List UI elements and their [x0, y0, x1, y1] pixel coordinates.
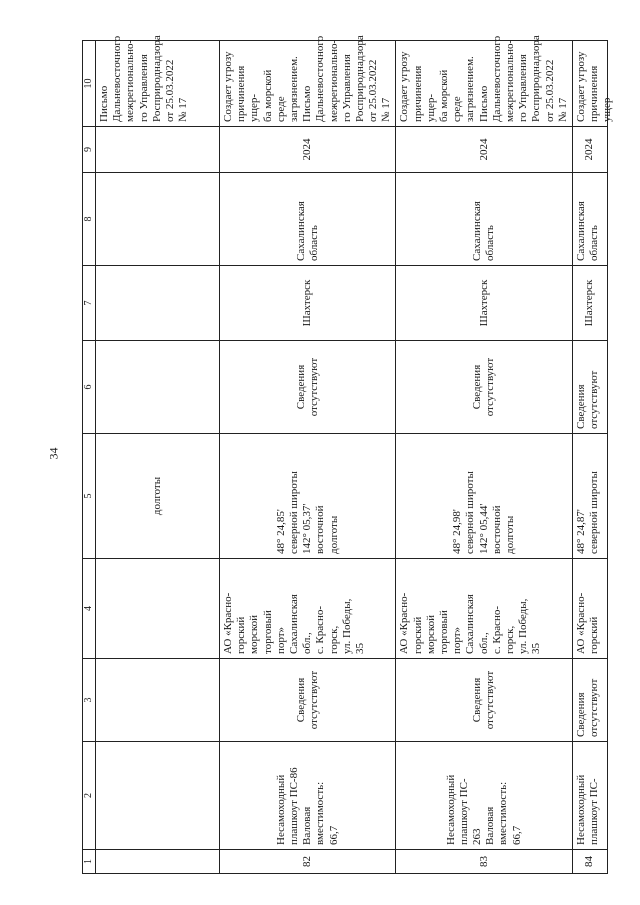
- removal-year: 2024: [396, 127, 572, 173]
- vessel-status: [96, 341, 220, 434]
- vessel-region: [96, 173, 220, 266]
- column-header: 7: [83, 266, 96, 341]
- vessel-region-text: Сахалинская область: [574, 201, 601, 261]
- vessel-note: Создает угрозу причинения ущер- ба морской среде загрязнением. Письмо Дальневосточного межрегионально- го Управления Росприроднадзора от 25.03.2022 № 17: [396, 41, 572, 127]
- registry-table: [82, 35, 614, 874]
- removal-year: [96, 127, 220, 173]
- vessel-info: Сведения отсутствуют: [220, 659, 396, 742]
- vessel-name: Несамоходный плашкоут ПС-86 Валовая вместимость: 66,7: [220, 742, 396, 850]
- vessel-coordinates: долготы: [96, 434, 220, 559]
- vessel-name: [96, 742, 220, 850]
- vessel-region: Сахалинская область: [396, 173, 572, 266]
- vessel-owner: [96, 559, 220, 659]
- table-row: [96, 41, 220, 874]
- vessel-note: [572, 41, 614, 127]
- vessel-name: [572, 742, 607, 850]
- vessel-port: Шахтерск: [220, 266, 396, 341]
- vessel-region: [572, 173, 607, 266]
- vessel-coordinates: [572, 434, 607, 559]
- vessel-name: Несамоходный плашкоут ПС- 263 Валовая вместимость: 66,7: [396, 742, 572, 850]
- vessel-status: Сведения отсутствуют: [396, 341, 572, 434]
- vessel-port: Шахтерск: [396, 266, 572, 341]
- vessel-note: Письмо Дальневосточного межрегионально- го Управления Росприроднадзора от 25.03.2022 № 17: [96, 41, 220, 127]
- table-row: [572, 41, 607, 874]
- vessel-info: [96, 659, 220, 742]
- table-row: [220, 41, 396, 874]
- column-header: 4: [83, 559, 96, 659]
- row-number: [96, 850, 220, 874]
- vessel-owner: АО «Красно- горский морской торговый порт» Сахалинская обл., с. Красно- горск, ул. Победы, 35: [220, 559, 396, 659]
- vessel-owner-text: АО «Красно- горский: [574, 592, 601, 654]
- vessel-note: Создает угрозу причинения ущер- ба морской среде загрязнением. Письмо Дальневосточного межрегионально- го Управления Росприроднадзора от 25.03.2022 № 17: [220, 41, 396, 127]
- vessel-port: [96, 266, 220, 341]
- vessel-note-text: Создает угрозу причинения ущер-: [574, 51, 614, 122]
- vessel-coordinates: 48° 24,85' северной широты 142° 05,37' восточной долготы: [220, 434, 396, 559]
- row-number: 84: [572, 850, 607, 874]
- row-number: 82: [220, 850, 396, 874]
- column-header: 2: [83, 742, 96, 850]
- vessel-info-text: Сведения отсутствуют: [574, 678, 601, 737]
- vessel-owner: [572, 559, 607, 659]
- vessel-coordinates: 48° 24,98' северной широты 142° 05,44' восточной долготы: [396, 434, 572, 559]
- column-header: 1: [83, 850, 96, 874]
- column-header: 5: [83, 434, 96, 559]
- vessel-region: Сахалинская область: [220, 173, 396, 266]
- removal-year: 2024: [572, 127, 607, 173]
- table-row: [396, 41, 572, 874]
- column-number-row: [83, 41, 96, 874]
- vessel-name-text: Несамоходный плашкоут ПС-: [574, 774, 601, 845]
- vessel-info: [572, 659, 607, 742]
- row-number: 83: [396, 850, 572, 874]
- column-header: 9: [83, 127, 96, 173]
- vessel-status: Сведения отсутствуют: [220, 341, 396, 434]
- vessel-port: Шахтерск: [572, 266, 607, 341]
- rotated-table-container: [82, 35, 614, 874]
- column-header: 3: [83, 659, 96, 742]
- vessel-status: [572, 341, 607, 434]
- vessel-status-text: Сведения отсутствуют: [574, 370, 601, 429]
- column-header: 6: [83, 341, 96, 434]
- vessel-owner: АО «Красно- горский морской торговый порт» Сахалинская обл., с. Красно- горск, ул. Победы, 35: [396, 559, 572, 659]
- column-header: 8: [83, 173, 96, 266]
- column-header: 10: [83, 41, 96, 127]
- page-number: 34: [46, 447, 61, 460]
- vessel-info: Сведения отсутствуют: [396, 659, 572, 742]
- vessel-coordinates-text: 48° 24,87' северной широты: [574, 471, 601, 554]
- removal-year: 2024: [220, 127, 396, 173]
